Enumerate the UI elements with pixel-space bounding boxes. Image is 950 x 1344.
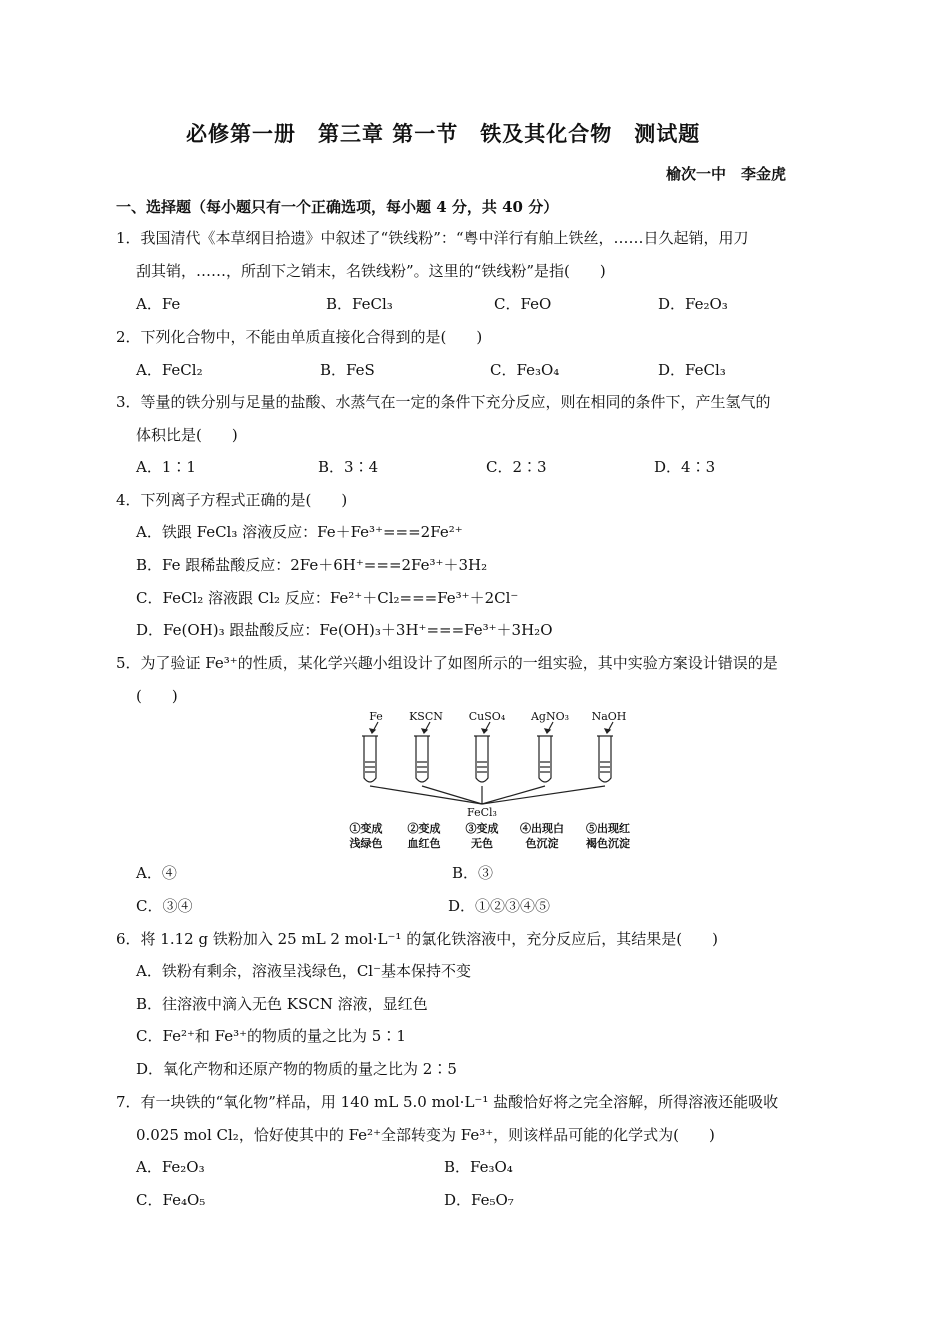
question-6-option-a: A．铁粉有剩余，溶液呈浅绿色，Cl⁻基本保持不变	[136, 962, 472, 980]
question-7-option-b: B．Fe₃O₄	[444, 1158, 513, 1176]
reagent-label-2: KSCN	[409, 710, 443, 723]
question-1-stem-cont: 刮其销，……，所刮下之销末，名铁线粉”。这里的“铁线粉”是指( )	[136, 262, 606, 280]
question-1-option-b: B．FeCl₃	[326, 295, 393, 313]
reagent-label-3: CuSO₄	[468, 710, 506, 723]
question-6-option-b: B．往溶液中滴入无色 KSCN 溶液，显红色	[136, 995, 428, 1013]
question-5-stem: 5．为了验证 Fe³⁺的性质，某化学兴趣小组设计了如图所示的一组实验，其中实验方案设计错误的是	[116, 654, 778, 672]
question-5-stem-cont: ( )	[136, 687, 178, 705]
result-2-line-2: 血红色	[407, 837, 441, 850]
result-5-line-2: 褐色沉淀	[586, 837, 630, 850]
result-1-line-1: ①变成	[349, 822, 383, 835]
result-2-line-1: ②变成	[407, 822, 441, 835]
question-3-option-b: B．3∶4	[318, 458, 379, 476]
question-3-option-c: C．2∶3	[486, 458, 547, 476]
test-tube-2	[414, 722, 430, 782]
question-3-option-d: D．4∶3	[654, 458, 716, 476]
test-tube-5	[597, 722, 613, 782]
question-7-option-d: D．Fe₅O₇	[444, 1191, 514, 1209]
question-3-stem-cont: 体积比是( )	[136, 426, 238, 444]
test-tube-3	[474, 722, 490, 782]
question-4-option-a: A．铁跟 FeCl₃ 溶液反应：Fe＋Fe³⁺===2Fe²⁺	[136, 523, 463, 541]
question-7-option-c: C．Fe₄O₅	[136, 1191, 206, 1209]
question-6-stem: 6．将 1.12 g 铁粉加入 25 mL 2 mol·L⁻¹ 的氯化铁溶液中，充分反应后，其结果是( )	[116, 930, 718, 948]
question-5-option-d: D．①②③④⑤	[448, 897, 551, 915]
question-1-option-d: D．Fe₂O₃	[658, 295, 728, 313]
experiment-figure	[336, 706, 646, 856]
question-2-option-d: D．FeCl₃	[658, 361, 726, 379]
question-5-option-a: A．④	[136, 864, 177, 882]
reagent-label-4: AgNO₃	[530, 710, 570, 723]
question-1-stem: 1．我国清代《本草纲目拾遗》中叙述了“铁线粉”：“粤中洋行有舶上铁丝，……日久起销，用刀	[116, 229, 749, 247]
question-2-option-c: C．Fe₃O₄	[490, 361, 560, 379]
question-1-option-c: C．FeO	[494, 295, 552, 313]
test-tube-1	[362, 722, 378, 782]
question-4-option-d: D．Fe(OH)₃ 跟盐酸反应：Fe(OH)₃＋3H⁺===Fe³⁺＋3H₂O	[136, 621, 553, 639]
section-heading: 一、选择题（每小题只有一个正确选项，每小题 4 分，共 40 分）	[116, 198, 559, 216]
question-3-stem: 3．等量的铁分别与足量的盐酸、水蒸气在一定的条件下充分反应，则在相同的条件下，产生氢气的	[116, 393, 771, 411]
question-4-option-c: C．FeCl₂ 溶液跟 Cl₂ 反应：Fe²⁺＋Cl₂===Fe³⁺＋2Cl⁻	[136, 589, 519, 607]
reagent-label-1: Fe	[369, 710, 383, 723]
result-4-line-1: ④出现白	[520, 822, 564, 835]
result-4-line-2: 色沉淀	[525, 837, 559, 850]
question-7-stem-cont: 0.025 mol Cl₂，恰好使其中的 Fe²⁺全部转变为 Fe³⁺，则该样品可能的化学式为( )	[136, 1126, 715, 1144]
result-5-line-1: ⑤出现红	[586, 822, 630, 835]
author: 榆次一中 李金虎	[666, 165, 787, 183]
page-title: 必修第一册 第三章 第一节 铁及其化合物 测试题	[186, 121, 701, 146]
question-4-option-b: B．Fe 跟稀盐酸反应：2Fe＋6H⁺===2Fe³⁺＋3H₂	[136, 556, 488, 574]
connector-lines	[370, 786, 605, 804]
question-2-option-b: B．FeS	[320, 361, 375, 379]
question-3-option-a: A．1∶1	[136, 458, 196, 476]
question-7-stem: 7．有一块铁的“氧化物”样品，用 140 mL 5.0 mol·L⁻¹ 盐酸恰好将之完全溶解，所得溶液还能吸收	[116, 1093, 779, 1111]
result-3-line-2: 无色	[471, 837, 493, 850]
base-solution-label: FeCl₃	[467, 806, 497, 819]
question-4-stem: 4．下列离子方程式正确的是( )	[116, 491, 348, 509]
test-tube-4	[537, 722, 553, 782]
result-3-line-1: ③变成	[465, 822, 499, 835]
question-5-option-c: C．③④	[136, 897, 193, 915]
question-2-option-a: A．FeCl₂	[136, 361, 203, 379]
reagent-label-5: NaOH	[591, 710, 627, 723]
question-2-stem: 2．下列化合物中，不能由单质直接化合得到的是( )	[116, 328, 483, 346]
question-6-option-d: D．氧化产物和还原产物的物质的量之比为 2∶5	[136, 1060, 457, 1078]
question-5-option-b: B．③	[452, 864, 494, 882]
question-6-option-c: C．Fe²⁺和 Fe³⁺的物质的量之比为 5∶1	[136, 1027, 406, 1045]
result-1-line-2: 浅绿色	[349, 837, 383, 850]
question-1-option-a: A．Fe	[136, 295, 181, 313]
question-7-option-a: A．Fe₂O₃	[136, 1158, 205, 1176]
